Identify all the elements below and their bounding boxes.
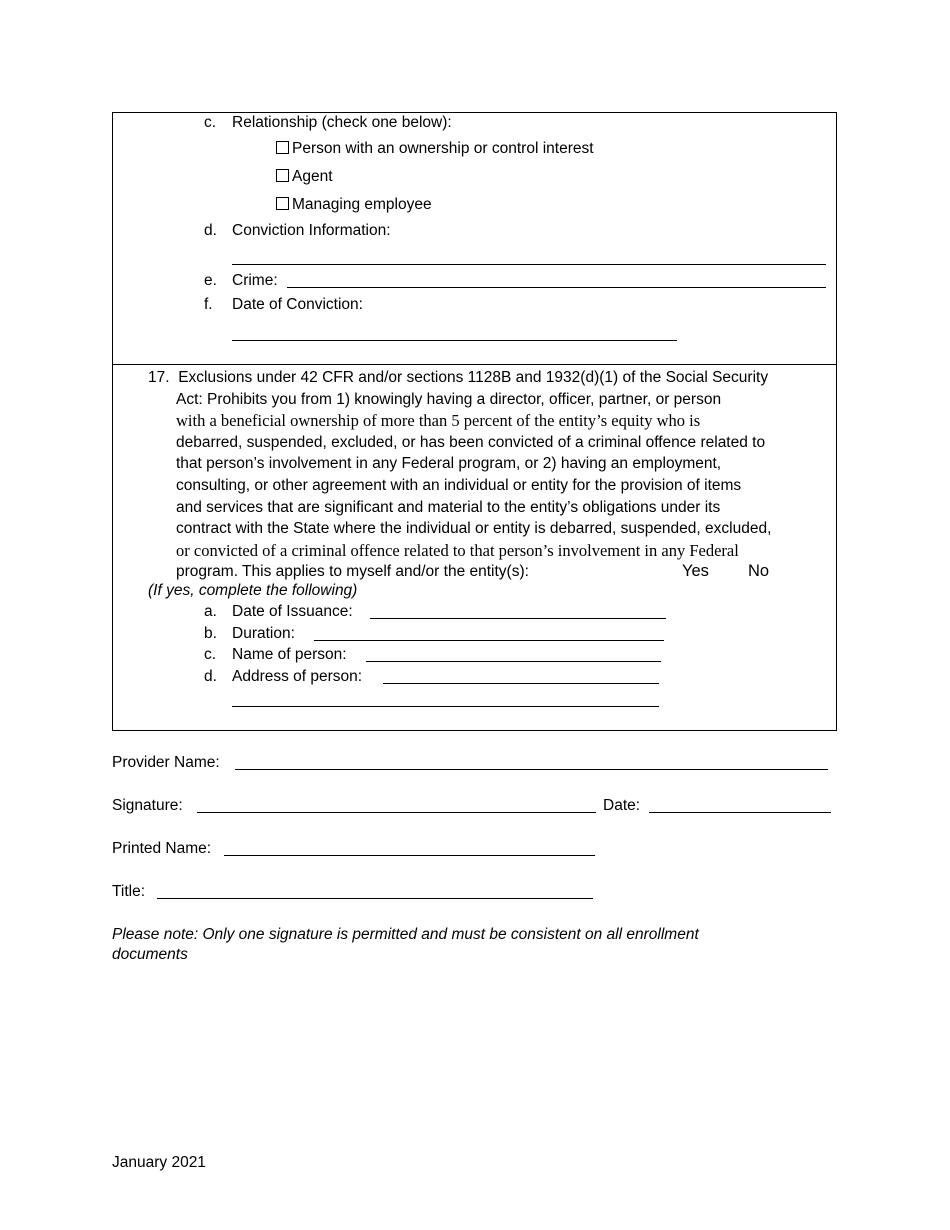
item-c2-marker: c. <box>204 646 217 663</box>
option-managing-employee-label: Managing employee <box>292 196 432 213</box>
address-of-person-label: Address of person: <box>232 668 363 685</box>
signature-field[interactable] <box>197 796 596 813</box>
option-agent[interactable] <box>276 167 333 187</box>
date-of-conviction-field[interactable] <box>232 324 677 341</box>
exclusions-line-4: debarred, suspended, excluded, or has been convicted of a criminal offence related to <box>176 433 766 451</box>
date-label: Date: <box>603 797 641 814</box>
exclusions-line-7: and services that are significant and material to the entity’s obligations under its <box>176 498 721 516</box>
relationship-label: Relationship (check one below): <box>232 114 452 131</box>
signature-label: Signature: <box>112 797 183 814</box>
conviction-info-label: Conviction Information: <box>232 222 391 239</box>
exclusions-line-8: contract with the State where the individual or entity is debarred, suspended, excluded, <box>176 520 772 538</box>
option-ownership[interactable] <box>276 139 594 159</box>
signature-note-line-2: documents <box>112 946 188 963</box>
signature-note-line-1: Please note: Only one signature is permitted and must be consistent on all enrollment <box>112 926 699 943</box>
provider-name-field[interactable] <box>235 753 828 770</box>
duration-field[interactable] <box>314 624 664 641</box>
date-of-conviction-label: Date of Conviction: <box>232 296 363 313</box>
title-field[interactable] <box>157 882 593 899</box>
duration-label: Duration: <box>232 625 295 642</box>
signature-note <box>112 925 699 965</box>
exclusions-line-10: program. This applies to myself and/or the entity(s): <box>176 563 529 581</box>
if-yes-instruction: (If yes, complete the following) <box>148 582 358 599</box>
item-d-marker: d. <box>204 222 217 239</box>
exclusions-line-2: Act: Prohibits you from 1) knowingly having a director, officer, partner, or person <box>176 390 722 408</box>
no-option[interactable]: No <box>748 562 770 580</box>
name-of-person-field[interactable] <box>366 645 661 662</box>
printed-name-label: Printed Name: <box>112 840 212 857</box>
date-of-issuance-label: Date of Issuance: <box>232 603 353 620</box>
checkbox-ownership[interactable] <box>276 141 289 154</box>
exclusions-line-3: with a beneficial ownership of more than 5 percent of the entity’s equity who is <box>176 411 701 431</box>
item-e-marker: e. <box>204 272 217 289</box>
checkbox-managing-employee[interactable] <box>276 197 289 210</box>
address-of-person-field-2[interactable] <box>232 690 659 707</box>
question-number: 17. <box>148 369 170 386</box>
footer-date: January 2021 <box>112 1154 206 1171</box>
option-managing-employee[interactable] <box>276 195 432 215</box>
provider-name-label: Provider Name: <box>112 754 220 771</box>
date-of-issuance-field[interactable] <box>370 602 666 619</box>
exclusions-line-5: that person’s involvement in any Federal program, or 2) having an employment, <box>176 455 722 473</box>
exclusions-line-9: or convicted of a criminal offence related to that person’s involvement in any Federal <box>176 540 739 560</box>
crime-field[interactable] <box>287 271 826 288</box>
address-of-person-field[interactable] <box>383 667 659 684</box>
exclusions-line-1: 17. Exclusions under 42 CFR and/or sections 1128B and 1932(d)(1) of the Social Security <box>148 369 769 386</box>
item-d2-marker: d. <box>204 668 217 685</box>
yes-option[interactable]: Yes <box>682 562 709 580</box>
item-a-marker: a. <box>204 603 217 620</box>
date-field[interactable] <box>649 796 831 813</box>
exclusions-paragraph <box>148 367 832 583</box>
exclusions-line-6: consulting, or other agreement with an individual or entity for the provision of items <box>176 476 742 494</box>
option-agent-label: Agent <box>292 168 333 185</box>
conviction-info-field[interactable] <box>232 248 826 265</box>
name-of-person-label: Name of person: <box>232 646 347 663</box>
item-f-marker: f. <box>204 296 213 313</box>
item-c-marker: c. <box>204 114 217 131</box>
crime-label: Crime: <box>232 272 278 289</box>
option-ownership-label: Person with an ownership or control interest <box>292 140 594 157</box>
checkbox-agent[interactable] <box>276 169 289 182</box>
printed-name-field[interactable] <box>224 839 595 856</box>
item-b-marker: b. <box>204 625 217 642</box>
title-label: Title: <box>112 883 146 900</box>
